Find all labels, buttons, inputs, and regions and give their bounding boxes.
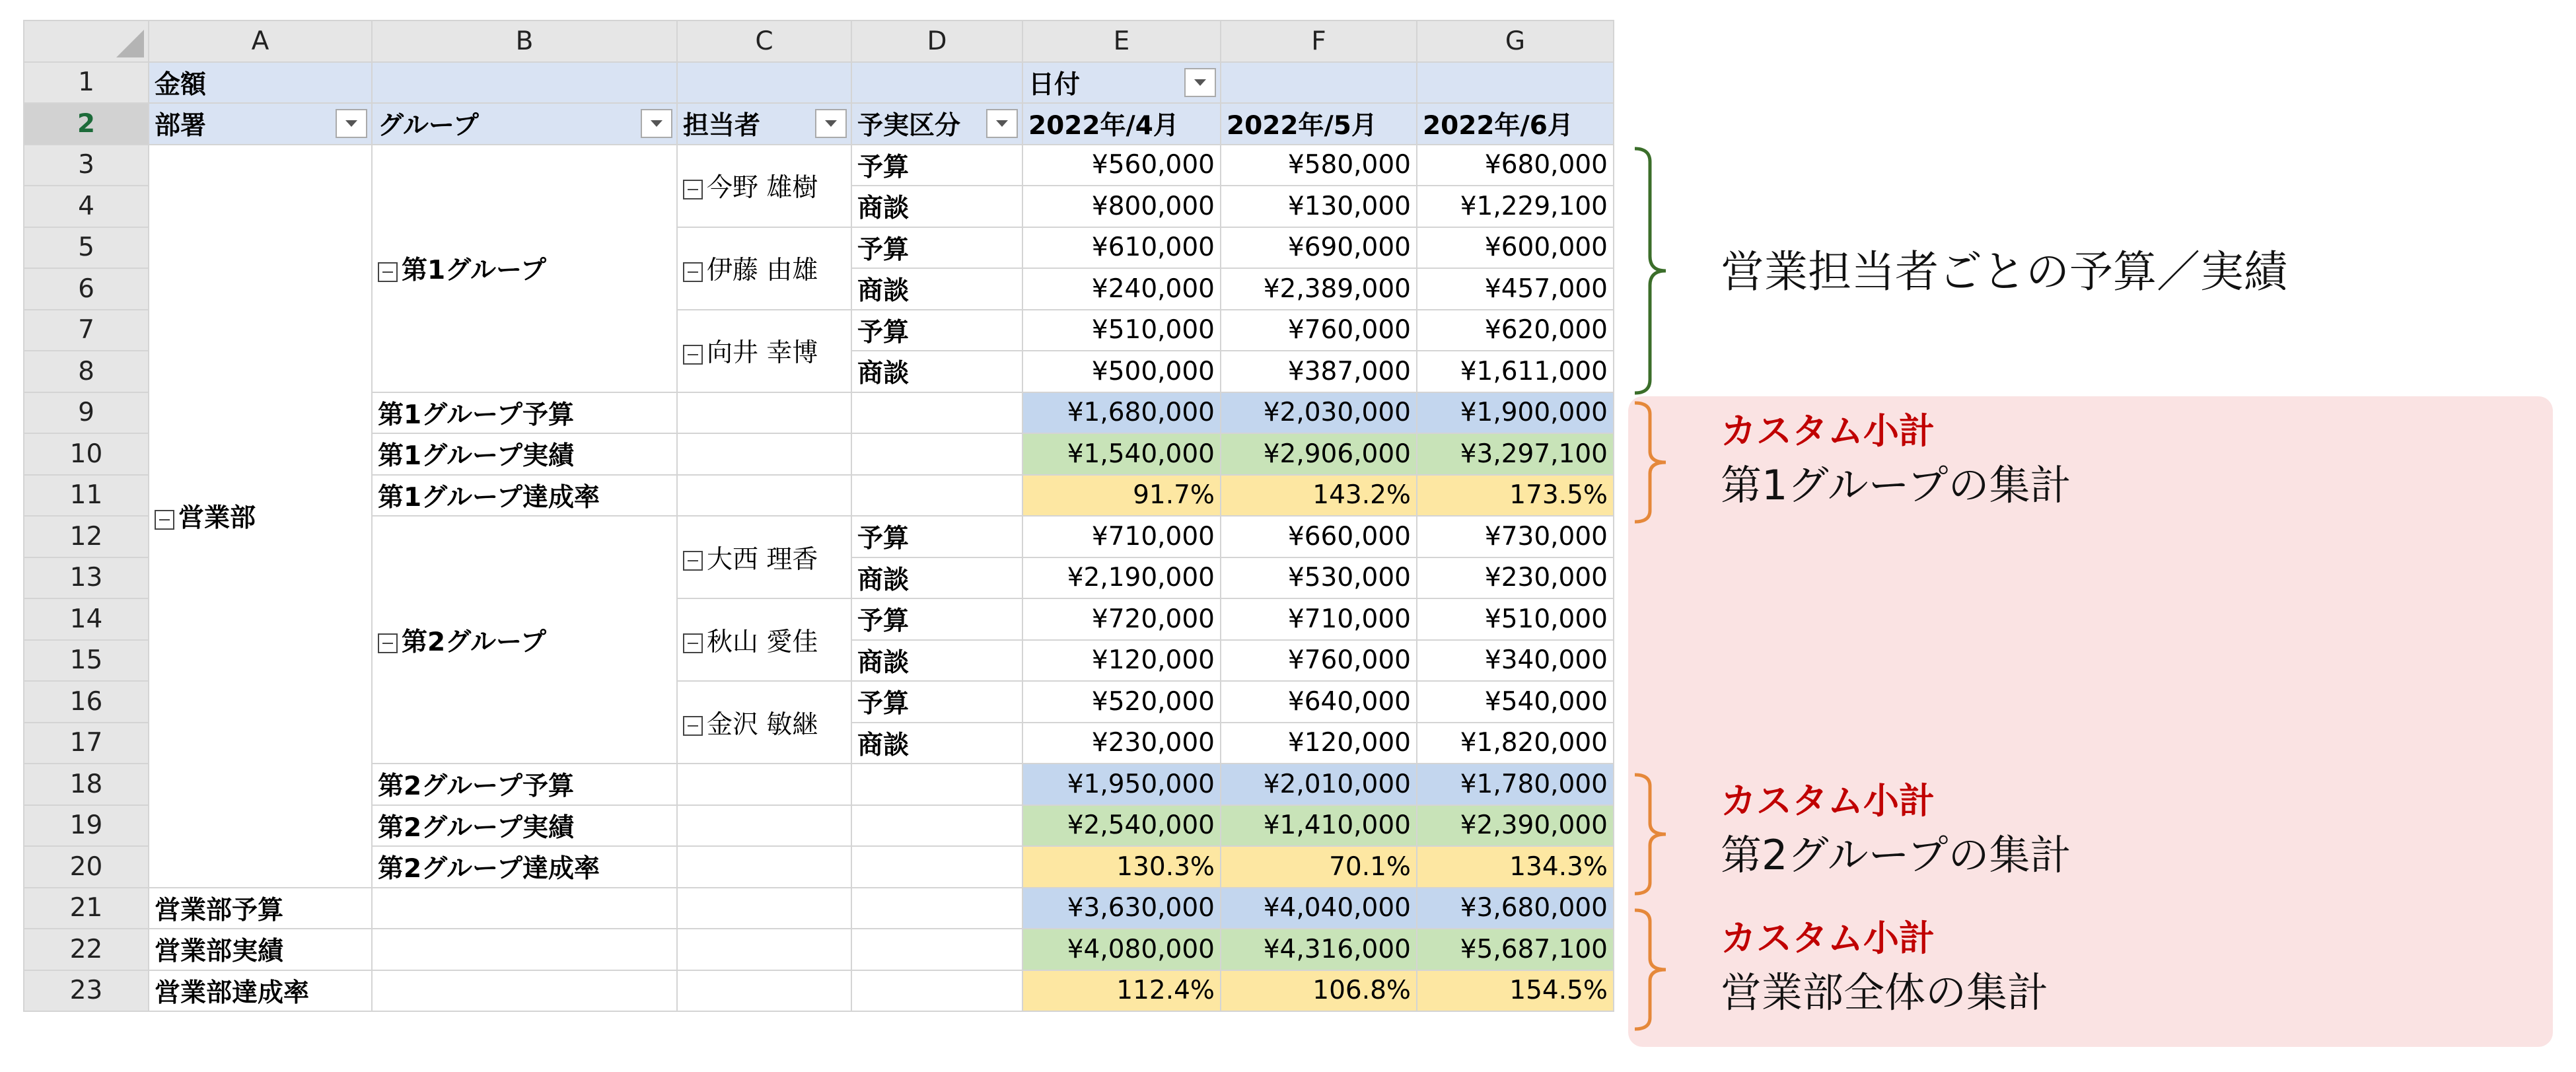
column-header-c[interactable]: C bbox=[677, 20, 851, 62]
cell[interactable] bbox=[677, 764, 851, 805]
rate-value-cell[interactable]: 143.2% bbox=[1221, 475, 1417, 517]
budget-type-cell[interactable]: 予算 bbox=[851, 310, 1022, 351]
value-cell[interactable]: ¥580,000 bbox=[1221, 145, 1417, 186]
subtotal-value-cell[interactable]: ¥1,950,000 bbox=[1022, 764, 1221, 805]
subtotal-label[interactable]: 第2グループ実績 bbox=[372, 805, 677, 847]
dept-field-label: 部署 bbox=[155, 111, 207, 141]
value-cell[interactable]: ¥240,000 bbox=[1022, 268, 1221, 310]
cell[interactable] bbox=[1417, 62, 1614, 104]
collapse-icon[interactable] bbox=[378, 262, 398, 282]
total-value-cell[interactable]: ¥4,040,000 bbox=[1221, 888, 1417, 929]
collapse-icon[interactable] bbox=[683, 633, 703, 653]
annotation-sales-staff: 営業担当者ごとの予算／実績 bbox=[1721, 246, 2287, 297]
value-cell[interactable]: ¥530,000 bbox=[1221, 557, 1417, 599]
annotation-group1-summary: 第1グループの集計 bbox=[1721, 461, 2071, 509]
budget-type-cell[interactable]: 予算 bbox=[851, 145, 1022, 186]
collapse-icon[interactable] bbox=[683, 345, 703, 365]
budget-type-cell[interactable]: 商談 bbox=[851, 723, 1022, 764]
person-field-label: 担当者 bbox=[683, 111, 761, 141]
cell[interactable] bbox=[372, 970, 677, 1012]
column-header-d[interactable]: D bbox=[851, 20, 1022, 62]
cell[interactable] bbox=[677, 392, 851, 434]
cell[interactable] bbox=[851, 888, 1022, 929]
column-header-e[interactable]: E bbox=[1022, 20, 1221, 62]
cell[interactable] bbox=[372, 929, 677, 970]
cell[interactable] bbox=[372, 888, 677, 929]
person-name: 秋山 愛佳 bbox=[707, 627, 818, 657]
cell[interactable] bbox=[851, 475, 1022, 517]
value-cell[interactable]: ¥800,000 bbox=[1022, 186, 1221, 227]
row-header[interactable]: 16 bbox=[24, 681, 149, 723]
collapse-icon[interactable] bbox=[155, 510, 174, 530]
value-cell[interactable]: ¥720,000 bbox=[1022, 598, 1221, 640]
pivot-table-sheet bbox=[23, 20, 1614, 1012]
person-cell[interactable] bbox=[677, 227, 851, 310]
dept-total-label[interactable]: 営業部達成率 bbox=[149, 970, 372, 1012]
budget-type-cell[interactable]: 商談 bbox=[851, 640, 1022, 682]
value-cell[interactable]: ¥1,229,100 bbox=[1417, 186, 1614, 227]
person-cell[interactable] bbox=[677, 681, 851, 764]
budget-type-cell[interactable]: 予算 bbox=[851, 681, 1022, 723]
bracket-group1 bbox=[1631, 400, 1678, 525]
value-cell[interactable]: ¥500,000 bbox=[1022, 351, 1221, 392]
value-cell[interactable]: ¥710,000 bbox=[1221, 598, 1417, 640]
value-cell[interactable]: ¥457,000 bbox=[1417, 268, 1614, 310]
person-name: 金沢 敏継 bbox=[707, 709, 818, 740]
annotation-custom-label: カスタム小計 bbox=[1721, 780, 1935, 822]
row-header[interactable]: 7 bbox=[24, 310, 149, 351]
budget-type-cell[interactable]: 商談 bbox=[851, 186, 1022, 227]
annotation-group2-summary: 第2グループの集計 bbox=[1721, 831, 2071, 879]
value-cell[interactable]: ¥710,000 bbox=[1022, 516, 1221, 557]
cell[interactable] bbox=[677, 929, 851, 970]
dept-label: 営業部 bbox=[178, 503, 256, 533]
budget-type-cell[interactable]: 商談 bbox=[851, 268, 1022, 310]
group-field-header[interactable] bbox=[372, 103, 677, 145]
cell[interactable] bbox=[677, 970, 851, 1012]
cell[interactable] bbox=[372, 62, 677, 104]
subtotal-value-cell[interactable]: ¥1,780,000 bbox=[1417, 764, 1614, 805]
cell[interactable] bbox=[677, 433, 851, 475]
value-cell[interactable]: ¥510,000 bbox=[1417, 598, 1614, 640]
dept-cell[interactable] bbox=[149, 145, 372, 888]
row-header[interactable]: 2 bbox=[24, 103, 149, 145]
person-cell[interactable] bbox=[677, 598, 851, 681]
group2-cell[interactable] bbox=[372, 516, 677, 764]
row-header[interactable]: 14 bbox=[24, 598, 149, 640]
collapse-icon[interactable] bbox=[683, 262, 703, 282]
cell[interactable] bbox=[677, 805, 851, 847]
value-cell[interactable]: ¥2,389,000 bbox=[1221, 268, 1417, 310]
person-name: 伊藤 由雄 bbox=[707, 256, 818, 285]
row-header[interactable]: 21 bbox=[24, 888, 149, 929]
total-value-cell[interactable]: ¥5,687,100 bbox=[1417, 929, 1614, 970]
subtotal-value-cell[interactable]: ¥2,390,000 bbox=[1417, 805, 1614, 847]
value-cell[interactable]: ¥387,000 bbox=[1221, 351, 1417, 392]
value-cell[interactable]: ¥640,000 bbox=[1221, 681, 1417, 723]
row-header[interactable]: 5 bbox=[24, 227, 149, 269]
collapse-icon[interactable] bbox=[378, 633, 398, 653]
subtotal-label[interactable]: 第1グループ実績 bbox=[372, 433, 677, 475]
collapse-icon[interactable] bbox=[683, 551, 703, 571]
group-field-label: グループ bbox=[378, 111, 479, 141]
row-header[interactable]: 22 bbox=[24, 929, 149, 970]
budget-type-cell[interactable]: 商談 bbox=[851, 557, 1022, 599]
row-header[interactable]: 18 bbox=[24, 764, 149, 805]
subtotal-label[interactable]: 第2グループ予算 bbox=[372, 764, 677, 805]
date-filter-dropdown-icon[interactable] bbox=[1184, 68, 1216, 97]
cell[interactable] bbox=[851, 846, 1022, 888]
month-header-jun[interactable]: 2022年/6月 bbox=[1417, 103, 1614, 145]
row-header[interactable]: 23 bbox=[24, 970, 149, 1012]
budget-type-cell[interactable]: 予算 bbox=[851, 598, 1022, 640]
person-cell[interactable] bbox=[677, 516, 851, 598]
value-cell[interactable]: ¥510,000 bbox=[1022, 310, 1221, 351]
table-row bbox=[24, 888, 1614, 929]
budget-type-cell[interactable]: 予算 bbox=[851, 227, 1022, 269]
row-header[interactable]: 12 bbox=[24, 516, 149, 557]
budget-type-cell[interactable]: 予算 bbox=[851, 516, 1022, 557]
row-header[interactable]: 9 bbox=[24, 392, 149, 434]
subtotal-value-cell[interactable]: ¥2,540,000 bbox=[1022, 805, 1221, 847]
column-header-row bbox=[24, 20, 1614, 62]
cell[interactable] bbox=[677, 846, 851, 888]
subtotal-value-cell[interactable]: ¥2,030,000 bbox=[1221, 392, 1417, 434]
annotation-custom-label: カスタム小計 bbox=[1721, 410, 1935, 452]
cell[interactable] bbox=[851, 764, 1022, 805]
value-cell[interactable]: ¥340,000 bbox=[1417, 640, 1614, 682]
person-cell[interactable] bbox=[677, 145, 851, 227]
bracket-dept bbox=[1631, 907, 1678, 1032]
cell[interactable] bbox=[851, 929, 1022, 970]
subtotal-label[interactable]: 第1グループ達成率 bbox=[372, 475, 677, 517]
column-header-g[interactable]: G bbox=[1417, 20, 1614, 62]
value-cell[interactable]: ¥760,000 bbox=[1221, 310, 1417, 351]
row-header[interactable]: 3 bbox=[24, 145, 149, 186]
value-cell[interactable]: ¥760,000 bbox=[1221, 640, 1417, 682]
cell[interactable] bbox=[851, 62, 1022, 104]
cell[interactable] bbox=[677, 62, 851, 104]
month-header-may[interactable]: 2022年/5月 bbox=[1221, 103, 1417, 145]
value-cell[interactable]: ¥230,000 bbox=[1022, 723, 1221, 764]
value-cell[interactable]: ¥520,000 bbox=[1022, 681, 1221, 723]
subtotal-value-cell[interactable]: ¥1,900,000 bbox=[1417, 392, 1614, 434]
person-name: 大西 理香 bbox=[707, 544, 818, 575]
group-filter-dropdown-icon[interactable] bbox=[641, 109, 672, 138]
cell[interactable] bbox=[851, 805, 1022, 847]
value-cell[interactable]: ¥730,000 bbox=[1417, 516, 1614, 557]
total-rate-cell[interactable]: 106.8% bbox=[1221, 970, 1417, 1012]
value-cell[interactable]: ¥130,000 bbox=[1221, 186, 1417, 227]
subtotal-value-cell[interactable]: ¥2,010,000 bbox=[1221, 764, 1417, 805]
value-cell[interactable]: ¥230,000 bbox=[1417, 557, 1614, 599]
cell[interactable] bbox=[851, 433, 1022, 475]
select-all-corner[interactable] bbox=[24, 20, 149, 62]
dept-filter-dropdown-icon[interactable] bbox=[336, 109, 367, 138]
row-header[interactable]: 11 bbox=[24, 475, 149, 517]
cell[interactable] bbox=[851, 392, 1022, 434]
rate-value-cell[interactable]: 130.3% bbox=[1022, 846, 1221, 888]
row-header[interactable]: 4 bbox=[24, 186, 149, 227]
value-cell[interactable]: ¥2,190,000 bbox=[1022, 557, 1221, 599]
total-value-cell[interactable]: ¥4,316,000 bbox=[1221, 929, 1417, 970]
bracket-group2 bbox=[1631, 771, 1678, 897]
rate-value-cell[interactable]: 70.1% bbox=[1221, 846, 1417, 888]
bracket-sales-staff bbox=[1631, 145, 1678, 396]
value-cell[interactable]: ¥660,000 bbox=[1221, 516, 1417, 557]
value-cell[interactable]: ¥690,000 bbox=[1221, 227, 1417, 269]
person-name: 向井 幸博 bbox=[707, 338, 818, 368]
subtotal-value-cell[interactable]: ¥2,906,000 bbox=[1221, 433, 1417, 475]
rate-value-cell[interactable]: 91.7% bbox=[1022, 475, 1221, 517]
budget-type-filter-dropdown-icon[interactable] bbox=[986, 109, 1018, 138]
row-header[interactable]: 13 bbox=[24, 557, 149, 599]
budget-type-cell[interactable]: 商談 bbox=[851, 351, 1022, 392]
annotation-custom-label: カスタム小計 bbox=[1721, 917, 1935, 959]
column-header-f[interactable]: F bbox=[1221, 20, 1417, 62]
rate-value-cell[interactable]: 134.3% bbox=[1417, 846, 1614, 888]
row-header[interactable]: 20 bbox=[24, 846, 149, 888]
total-value-cell[interactable]: ¥3,630,000 bbox=[1022, 888, 1221, 929]
dept-total-label[interactable]: 営業部予算 bbox=[149, 888, 372, 929]
table-row bbox=[24, 103, 1614, 145]
person-field-header[interactable] bbox=[677, 103, 851, 145]
value-cell[interactable]: ¥600,000 bbox=[1417, 227, 1614, 269]
value-cell[interactable]: ¥560,000 bbox=[1022, 145, 1221, 186]
budget-type-field-header[interactable] bbox=[851, 103, 1022, 145]
person-filter-dropdown-icon[interactable] bbox=[815, 109, 847, 138]
value-cell[interactable]: ¥1,820,000 bbox=[1417, 723, 1614, 764]
rate-value-cell[interactable]: 173.5% bbox=[1417, 475, 1614, 517]
person-name: 今野 雄樹 bbox=[707, 173, 818, 203]
table-row bbox=[24, 929, 1614, 970]
month-header-apr[interactable]: 2022年/4月 bbox=[1022, 103, 1221, 145]
total-value-cell[interactable]: ¥3,680,000 bbox=[1417, 888, 1614, 929]
person-cell[interactable] bbox=[677, 310, 851, 392]
row-header[interactable]: 6 bbox=[24, 268, 149, 310]
budget-type-field-label: 予実区分 bbox=[857, 111, 961, 141]
row-header[interactable]: 8 bbox=[24, 351, 149, 392]
group2-label: 第2グループ bbox=[402, 627, 547, 657]
column-header-b[interactable]: B bbox=[372, 20, 677, 62]
total-value-cell[interactable]: ¥4,080,000 bbox=[1022, 929, 1221, 970]
date-field-label: 日付 bbox=[1028, 69, 1081, 100]
value-cell[interactable]: ¥620,000 bbox=[1417, 310, 1614, 351]
cell[interactable] bbox=[677, 888, 851, 929]
values-field-label[interactable]: 金額 bbox=[149, 62, 372, 104]
cell[interactable] bbox=[677, 475, 851, 517]
cell[interactable] bbox=[851, 970, 1022, 1012]
column-header-a[interactable]: A bbox=[149, 20, 372, 62]
total-rate-cell[interactable]: 154.5% bbox=[1417, 970, 1614, 1012]
total-rate-cell[interactable]: 112.4% bbox=[1022, 970, 1221, 1012]
subtotal-value-cell[interactable]: ¥3,297,100 bbox=[1417, 433, 1614, 475]
collapse-icon[interactable] bbox=[683, 716, 703, 736]
dept-field-header[interactable] bbox=[149, 103, 372, 145]
subtotal-label[interactable]: 第1グループ予算 bbox=[372, 392, 677, 434]
subtotal-value-cell[interactable]: ¥1,540,000 bbox=[1022, 433, 1221, 475]
row-header[interactable]: 15 bbox=[24, 640, 149, 682]
row-header[interactable]: 10 bbox=[24, 433, 149, 475]
dept-total-label[interactable]: 営業部実績 bbox=[149, 929, 372, 970]
row-header[interactable]: 1 bbox=[24, 62, 149, 104]
value-cell[interactable]: ¥120,000 bbox=[1221, 723, 1417, 764]
row-header[interactable]: 17 bbox=[24, 723, 149, 764]
value-cell[interactable]: ¥610,000 bbox=[1022, 227, 1221, 269]
group1-cell[interactable] bbox=[372, 145, 677, 392]
annotation-dept-summary: 営業部全体の集計 bbox=[1721, 968, 2049, 1017]
cell[interactable] bbox=[1221, 62, 1417, 104]
table-row bbox=[24, 145, 1614, 186]
row-header[interactable]: 19 bbox=[24, 805, 149, 847]
collapse-icon[interactable] bbox=[683, 180, 703, 199]
value-cell[interactable]: ¥120,000 bbox=[1022, 640, 1221, 682]
table-row bbox=[24, 970, 1614, 1012]
value-cell[interactable]: ¥540,000 bbox=[1417, 681, 1614, 723]
group1-label: 第1グループ bbox=[402, 256, 547, 285]
subtotal-label[interactable]: 第2グループ達成率 bbox=[372, 846, 677, 888]
subtotal-value-cell[interactable]: ¥1,680,000 bbox=[1022, 392, 1221, 434]
date-column-field[interactable] bbox=[1022, 62, 1221, 104]
value-cell[interactable]: ¥680,000 bbox=[1417, 145, 1614, 186]
value-cell[interactable]: ¥1,611,000 bbox=[1417, 351, 1614, 392]
table-row bbox=[24, 62, 1614, 104]
subtotal-value-cell[interactable]: ¥1,410,000 bbox=[1221, 805, 1417, 847]
